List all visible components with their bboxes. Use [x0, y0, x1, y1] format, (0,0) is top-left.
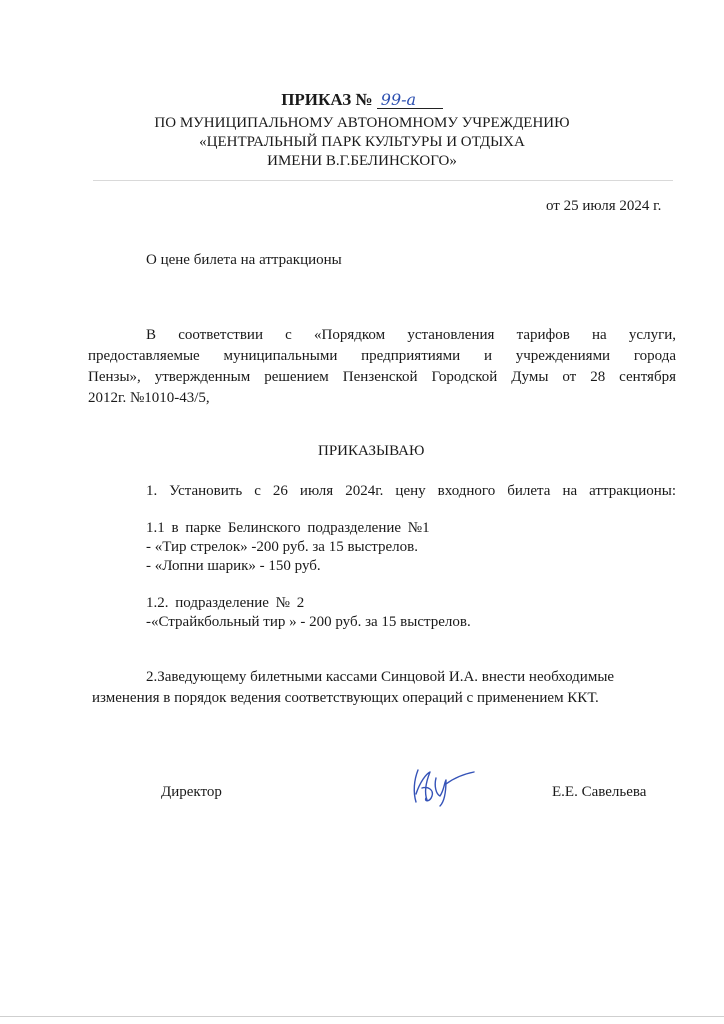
- item-1-1-title: 1.1 в парке Белинского подразделение №1: [146, 520, 430, 536]
- signatory-name: Е.Е. Савельева: [552, 784, 647, 800]
- org-line-3: ИМЕНИ В.Г.БЕЛИНСКОГО»: [267, 153, 457, 169]
- header-divider: [93, 180, 673, 181]
- order-label: ПРИКАЗ №: [281, 90, 373, 109]
- org-line-2: «ЦЕНТРАЛЬНЫЙ ПАРК КУЛЬТУРЫ И ОТДЫХА: [199, 134, 525, 150]
- order-title: [0, 91, 724, 109]
- preamble-line-1: В соответствии с «Порядком установления тарифов на услуги,: [146, 327, 676, 343]
- item-2-line-1: 2.Заведующему билетными кассами Синцовой И.А. внести необходимые: [146, 669, 615, 685]
- signatory-title: Директор: [161, 784, 222, 800]
- scan-edge-line: [0, 1016, 724, 1017]
- order-number: 99-а: [377, 92, 443, 109]
- item-1: 1. Установить с 26 июля 2024г. цену входного билета на аттракционы:: [146, 483, 676, 499]
- order-date: от 25 июля 2024 г.: [546, 198, 662, 214]
- order-subject: О цене билета на аттракционы: [146, 252, 342, 268]
- preamble-line-3: Пензы», утвержденным решением Пензенской Городской Думы от 28 сентября: [88, 369, 676, 385]
- handwritten-signature: [410, 764, 480, 808]
- item-2-line-2: изменения в порядок ведения соответствующих операций с применением ККТ.: [92, 690, 599, 706]
- item-1-2-line-1: -«Страйкбольный тир » - 200 руб. за 15 выстрелов.: [146, 614, 471, 630]
- item-1-1-line-1: - «Тир стрелок» -200 руб. за 15 выстрелов.: [146, 539, 418, 555]
- item-1-2-title: 1.2. подразделение № 2: [146, 595, 305, 611]
- preamble-line-4: 2012г. №1010-43/5,: [88, 390, 210, 406]
- item-1-1-line-2: - «Лопни шарик» - 150 руб.: [146, 558, 321, 574]
- org-line-1: ПО МУНИЦИПАЛЬНОМУ АВТОНОМНОМУ УЧРЕЖДЕНИЮ: [154, 115, 570, 131]
- preamble-line-2: предоставляемые муниципальными предприятиями и учреждениями города: [88, 348, 676, 364]
- order-word: ПРИКАЗЫВАЮ: [318, 443, 425, 459]
